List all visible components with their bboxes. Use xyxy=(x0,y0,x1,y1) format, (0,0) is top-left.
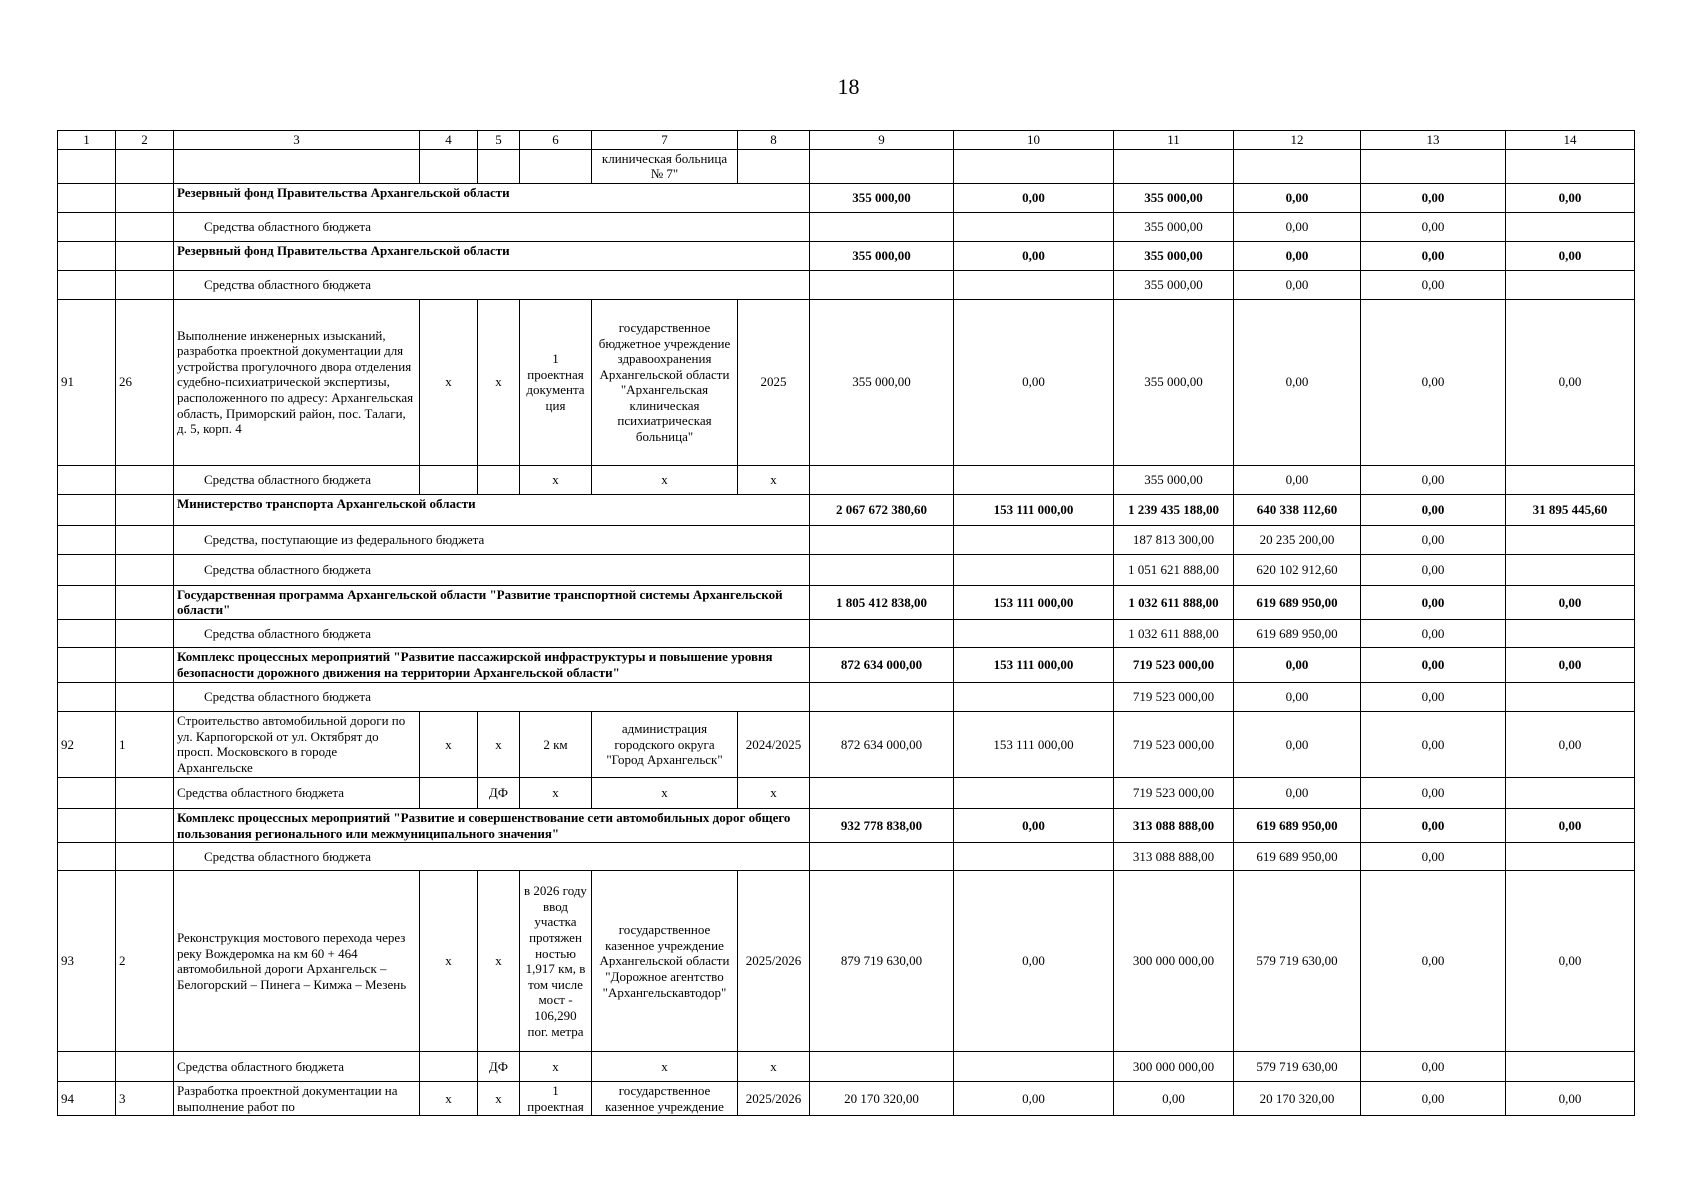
table-cell xyxy=(420,1052,478,1082)
table-row xyxy=(58,585,1635,619)
table-cell xyxy=(810,554,954,585)
table-cell: х xyxy=(738,1052,810,1082)
table-row xyxy=(58,299,1635,465)
table-cell: 0,00 xyxy=(1506,871,1635,1052)
table-row xyxy=(58,149,1635,183)
table-cell: х xyxy=(520,1052,592,1082)
table-cell: 0,00 xyxy=(954,299,1114,465)
table-cell: 1 проектная xyxy=(520,1082,592,1116)
table-body xyxy=(58,131,1635,1116)
column-number: 12 xyxy=(1234,131,1361,150)
table-cell xyxy=(58,777,116,808)
table-cell xyxy=(1506,149,1635,183)
table-cell: 0,00 xyxy=(1506,299,1635,465)
table-cell xyxy=(954,465,1114,494)
table-cell: 0,00 xyxy=(1506,585,1635,619)
table-cell xyxy=(1506,270,1635,299)
table-row xyxy=(58,554,1635,585)
table-cell: 0,00 xyxy=(1361,711,1506,777)
table-cell: 872 634 000,00 xyxy=(810,647,954,682)
table-cell xyxy=(116,777,174,808)
table-cell xyxy=(58,843,116,871)
table-cell: 0,00 xyxy=(1361,1052,1506,1082)
table-cell: 0,00 xyxy=(1114,1082,1234,1116)
column-number: 4 xyxy=(420,131,478,150)
table-cell xyxy=(420,465,478,494)
table-cell: 0,00 xyxy=(1361,494,1506,525)
table-cell xyxy=(116,212,174,241)
table-cell: государственное казенное учреждение xyxy=(592,1082,738,1116)
column-number: 11 xyxy=(1114,131,1234,150)
table-cell: 355 000,00 xyxy=(1114,241,1234,270)
table-cell: х xyxy=(420,871,478,1052)
table-cell: 2025/2026 xyxy=(738,1082,810,1116)
table-cell: х xyxy=(420,1082,478,1116)
table-cell: 2 км xyxy=(520,711,592,777)
table-cell: х xyxy=(420,711,478,777)
table-cell xyxy=(58,1052,116,1082)
table-cell xyxy=(116,241,174,270)
table-cell: 719 523 000,00 xyxy=(1114,682,1234,711)
table-cell: 355 000,00 xyxy=(1114,212,1234,241)
table-cell xyxy=(954,843,1114,871)
table-cell: х xyxy=(592,777,738,808)
table-cell: х xyxy=(478,299,520,465)
table-cell: 619 689 950,00 xyxy=(1234,619,1361,647)
table-cell: 1 805 412 838,00 xyxy=(810,585,954,619)
table-cell: 91 xyxy=(58,299,116,465)
table-cell xyxy=(58,682,116,711)
table-cell: 0,00 xyxy=(1361,299,1506,465)
column-number: 1 xyxy=(58,131,116,150)
table-cell: 1 проектная документа ция xyxy=(520,299,592,465)
table-cell: 0,00 xyxy=(1361,465,1506,494)
table-cell xyxy=(954,212,1114,241)
table-cell: Средства областного бюджета xyxy=(174,843,810,871)
table-cell: 355 000,00 xyxy=(810,241,954,270)
table-cell: 0,00 xyxy=(1506,711,1635,777)
table-cell: 0,00 xyxy=(1361,554,1506,585)
table-cell: 0,00 xyxy=(1361,270,1506,299)
table-cell: 300 000 000,00 xyxy=(1114,871,1234,1052)
table-cell xyxy=(810,270,954,299)
table-cell: 2 067 672 380,60 xyxy=(810,494,954,525)
table-cell: 0,00 xyxy=(954,871,1114,1052)
table-cell xyxy=(116,647,174,682)
table-cell: Разработка проектной документации на выполнение работ по xyxy=(174,1082,420,1116)
table-cell: 932 778 838,00 xyxy=(810,808,954,842)
table-cell: 0,00 xyxy=(1361,585,1506,619)
column-number-row xyxy=(58,131,1635,150)
table-cell: Реконструкция мостового перехода через реку Вождеромка на км 60 + 464 автомобильной дороги Архангельск – Белогорский – Пинега – Кимжа – Мезень xyxy=(174,871,420,1052)
column-number: 9 xyxy=(810,131,954,150)
table-cell xyxy=(58,554,116,585)
table-cell: Резервный фонд Правительства Архангельской области xyxy=(174,183,810,212)
table-cell xyxy=(1506,525,1635,554)
table-cell: государственное бюджетное учреждение здравоохранения Архангельской области "Архангельская клиническая психиатрическая больница" xyxy=(592,299,738,465)
table-cell: Выполнение инженерных изысканий, разработка проектной документации для устройства прогулочного двора отделения судебно-психиатрической экспертизы, расположенного по адресу: Архангельская область, Приморский район, пос. Талаги, д. 5, корп. 4 xyxy=(174,299,420,465)
table-cell xyxy=(1506,1052,1635,1082)
table-cell xyxy=(810,777,954,808)
table-cell xyxy=(58,647,116,682)
table-cell xyxy=(58,808,116,842)
table-cell: 619 689 950,00 xyxy=(1234,585,1361,619)
table-cell xyxy=(954,270,1114,299)
table-cell: 0,00 xyxy=(1361,1082,1506,1116)
table-cell: 719 523 000,00 xyxy=(1114,647,1234,682)
table-cell: х xyxy=(738,777,810,808)
table-cell xyxy=(810,525,954,554)
table-row xyxy=(58,619,1635,647)
table-cell xyxy=(1506,843,1635,871)
table-cell: 20 170 320,00 xyxy=(1234,1082,1361,1116)
table-cell: х xyxy=(592,465,738,494)
table-cell: 0,00 xyxy=(1361,777,1506,808)
column-number: 5 xyxy=(478,131,520,150)
table-cell: 0,00 xyxy=(954,241,1114,270)
table-cell xyxy=(420,777,478,808)
table-cell xyxy=(810,682,954,711)
table-cell: 719 523 000,00 xyxy=(1114,777,1234,808)
table-cell: х xyxy=(478,1082,520,1116)
table-cell xyxy=(58,212,116,241)
table-cell xyxy=(58,585,116,619)
table-cell: 153 111 000,00 xyxy=(954,494,1114,525)
table-cell: х xyxy=(520,777,592,808)
table-cell xyxy=(1506,619,1635,647)
table-cell: 0,00 xyxy=(1361,183,1506,212)
table-cell: 153 111 000,00 xyxy=(954,585,1114,619)
table-cell xyxy=(954,619,1114,647)
table-cell: Министерство транспорта Архангельской области xyxy=(174,494,810,525)
table-cell xyxy=(1361,149,1506,183)
table-cell: 1 xyxy=(116,711,174,777)
table-cell: Строительство автомобильной дороги по ул. Карпогорской от ул. Октябрят до просп. Московского в городе Архангельске xyxy=(174,711,420,777)
table-cell xyxy=(58,241,116,270)
table-cell: х xyxy=(478,711,520,777)
table-cell: Средства областного бюджета xyxy=(174,465,420,494)
table-cell xyxy=(58,149,116,183)
table-cell: 92 xyxy=(58,711,116,777)
table-cell: в 2026 году ввод участка протяжен ностью 1,917 км, в том числе мост - 106,290 пог. метра xyxy=(520,871,592,1052)
table-cell: 0,00 xyxy=(1506,241,1635,270)
table-cell: 94 xyxy=(58,1082,116,1116)
table-row xyxy=(58,843,1635,871)
table-cell: 355 000,00 xyxy=(1114,465,1234,494)
table-cell xyxy=(116,525,174,554)
table-cell: 2 xyxy=(116,871,174,1052)
table-cell xyxy=(58,619,116,647)
table-cell xyxy=(810,843,954,871)
table-row xyxy=(58,525,1635,554)
column-number: 8 xyxy=(738,131,810,150)
table-cell xyxy=(954,525,1114,554)
table-cell xyxy=(520,149,592,183)
table-cell: 0,00 xyxy=(1361,871,1506,1052)
table-row xyxy=(58,212,1635,241)
table-cell: администрация городского округа "Город Архангельск" xyxy=(592,711,738,777)
table-cell xyxy=(954,777,1114,808)
table-cell: 0,00 xyxy=(1234,270,1361,299)
table-cell: х xyxy=(738,465,810,494)
table-cell xyxy=(1506,777,1635,808)
table-cell: 579 719 630,00 xyxy=(1234,871,1361,1052)
table-cell: 0,00 xyxy=(1234,465,1361,494)
table-row xyxy=(58,871,1635,1052)
table-row xyxy=(58,777,1635,808)
table-cell xyxy=(116,585,174,619)
table-cell: 0,00 xyxy=(1234,682,1361,711)
table-cell: 0,00 xyxy=(1506,647,1635,682)
table-cell: ДФ xyxy=(478,1052,520,1082)
table-row xyxy=(58,241,1635,270)
table-cell xyxy=(116,554,174,585)
table-cell xyxy=(116,149,174,183)
table-cell xyxy=(1234,149,1361,183)
table-cell xyxy=(58,270,116,299)
table-cell: Средства областного бюджета xyxy=(174,1052,420,1082)
table-cell xyxy=(954,554,1114,585)
table-cell xyxy=(116,843,174,871)
table-cell xyxy=(174,149,420,183)
table-cell: 1 051 621 888,00 xyxy=(1114,554,1234,585)
table-cell xyxy=(1506,212,1635,241)
table-cell: Средства областного бюджета xyxy=(174,619,810,647)
column-number: 13 xyxy=(1361,131,1506,150)
table-cell: Средства областного бюджета xyxy=(174,682,810,711)
table-cell: х xyxy=(478,871,520,1052)
table-cell xyxy=(116,808,174,842)
table-cell: государственное казенное учреждение Архангельской области "Дорожное агентство "Архангельскавтодор" xyxy=(592,871,738,1052)
table-cell xyxy=(810,1052,954,1082)
table-cell: 355 000,00 xyxy=(810,183,954,212)
table-cell xyxy=(810,212,954,241)
table-cell xyxy=(58,494,116,525)
table-cell: Государственная программа Архангельской области "Развитие транспортной системы Архангельской области" xyxy=(174,585,810,619)
column-number: 14 xyxy=(1506,131,1635,150)
table-cell xyxy=(478,149,520,183)
table-cell: х xyxy=(420,299,478,465)
table-row xyxy=(58,711,1635,777)
table-row xyxy=(58,647,1635,682)
table-cell xyxy=(116,494,174,525)
table-cell: Комплекс процессных мероприятий "Развитие и совершенствование сети автомобильных дорог общего пользования регионального или межмуниципального значения" xyxy=(174,808,810,842)
table-cell xyxy=(1506,682,1635,711)
table-cell: 20 235 200,00 xyxy=(1234,525,1361,554)
table-cell: 300 000 000,00 xyxy=(1114,1052,1234,1082)
table-cell: 879 719 630,00 xyxy=(810,871,954,1052)
table-cell: 0,00 xyxy=(1234,647,1361,682)
table-cell: 2025 xyxy=(738,299,810,465)
table-cell: х xyxy=(520,465,592,494)
table-cell xyxy=(810,465,954,494)
table-cell: 579 719 630,00 xyxy=(1234,1052,1361,1082)
table-cell: 619 689 950,00 xyxy=(1234,808,1361,842)
table-cell xyxy=(116,619,174,647)
table-cell xyxy=(116,270,174,299)
table-cell xyxy=(478,465,520,494)
table-cell: Средства областного бюджета xyxy=(174,554,810,585)
table-cell xyxy=(116,183,174,212)
table-cell: 0,00 xyxy=(1506,1082,1635,1116)
table-cell: 0,00 xyxy=(1361,241,1506,270)
table-cell xyxy=(1506,554,1635,585)
table-cell: 2025/2026 xyxy=(738,871,810,1052)
table-cell: 0,00 xyxy=(1234,711,1361,777)
table-cell: 0,00 xyxy=(1361,647,1506,682)
table-cell xyxy=(58,525,116,554)
table-cell: 0,00 xyxy=(954,1082,1114,1116)
table-row xyxy=(58,270,1635,299)
table-cell: 0,00 xyxy=(954,808,1114,842)
table-cell: 0,00 xyxy=(1234,777,1361,808)
table-cell: 26 xyxy=(116,299,174,465)
table-cell: 719 523 000,00 xyxy=(1114,711,1234,777)
table-cell: 0,00 xyxy=(1506,808,1635,842)
table-cell: 0,00 xyxy=(1361,682,1506,711)
table-cell: 0,00 xyxy=(1361,525,1506,554)
table-cell xyxy=(58,465,116,494)
table-cell: Средства, поступающие из федерального бюджета xyxy=(174,525,810,554)
table-cell xyxy=(810,149,954,183)
table-cell: 355 000,00 xyxy=(810,299,954,465)
page-number: 18 xyxy=(837,74,860,99)
table-cell: 31 895 445,60 xyxy=(1506,494,1635,525)
column-number: 6 xyxy=(520,131,592,150)
table-cell: 620 102 912,60 xyxy=(1234,554,1361,585)
table-cell xyxy=(420,149,478,183)
table-cell xyxy=(1114,149,1234,183)
table-cell: 187 813 300,00 xyxy=(1114,525,1234,554)
table-cell: Средства областного бюджета xyxy=(174,777,420,808)
table-cell xyxy=(1506,465,1635,494)
table-cell: 640 338 112,60 xyxy=(1234,494,1361,525)
table-cell: 0,00 xyxy=(1234,212,1361,241)
table-cell: 313 088 888,00 xyxy=(1114,808,1234,842)
table-cell: х xyxy=(592,1052,738,1082)
table-cell: 355 000,00 xyxy=(1114,299,1234,465)
table-cell xyxy=(954,1052,1114,1082)
table-cell: 3 xyxy=(116,1082,174,1116)
table-cell xyxy=(58,183,116,212)
table-row xyxy=(58,1052,1635,1082)
table-cell: 0,00 xyxy=(1361,843,1506,871)
budget-table xyxy=(57,130,1635,1116)
table-cell: 355 000,00 xyxy=(1114,270,1234,299)
table-cell: ДФ xyxy=(478,777,520,808)
table-cell: 0,00 xyxy=(954,183,1114,212)
table-cell xyxy=(810,619,954,647)
table-cell xyxy=(116,1052,174,1082)
table-cell: 0,00 xyxy=(1361,619,1506,647)
table-row xyxy=(58,183,1635,212)
table-cell: 1 032 611 888,00 xyxy=(1114,585,1234,619)
table-row xyxy=(58,682,1635,711)
table-row xyxy=(58,465,1635,494)
table-cell: 872 634 000,00 xyxy=(810,711,954,777)
table-cell xyxy=(954,149,1114,183)
table-row xyxy=(58,494,1635,525)
table-row xyxy=(58,1082,1635,1116)
table-cell: 0,00 xyxy=(1361,808,1506,842)
table-cell xyxy=(116,682,174,711)
table-cell: 0,00 xyxy=(1234,241,1361,270)
table-cell xyxy=(116,465,174,494)
table-cell: 1 032 611 888,00 xyxy=(1114,619,1234,647)
table-cell: Комплекс процессных мероприятий "Развитие пассажирской инфраструктуры и повышение уровня безопасности дорожного движения на территории Архангельской области" xyxy=(174,647,810,682)
table-cell: 1 239 435 188,00 xyxy=(1114,494,1234,525)
table-cell: Резервный фонд Правительства Архангельской области xyxy=(174,241,810,270)
table-cell: клиническая больница № 7" xyxy=(592,149,738,183)
table-cell: 93 xyxy=(58,871,116,1052)
table-cell: 313 088 888,00 xyxy=(1114,843,1234,871)
table-cell: Средства областного бюджета xyxy=(174,212,810,241)
table-cell xyxy=(954,682,1114,711)
table-cell xyxy=(738,149,810,183)
table-cell: 0,00 xyxy=(1234,183,1361,212)
table-cell: 0,00 xyxy=(1234,299,1361,465)
table-cell: 153 111 000,00 xyxy=(954,647,1114,682)
table-cell: 355 000,00 xyxy=(1114,183,1234,212)
column-number: 7 xyxy=(592,131,738,150)
table-row xyxy=(58,808,1635,842)
column-number: 2 xyxy=(116,131,174,150)
table-cell: 153 111 000,00 xyxy=(954,711,1114,777)
table-cell: 2024/2025 xyxy=(738,711,810,777)
table-cell: 0,00 xyxy=(1361,212,1506,241)
column-number: 10 xyxy=(954,131,1114,150)
table-cell: 20 170 320,00 xyxy=(810,1082,954,1116)
table-cell: 619 689 950,00 xyxy=(1234,843,1361,871)
table-cell: 0,00 xyxy=(1506,183,1635,212)
table-cell: Средства областного бюджета xyxy=(174,270,810,299)
column-number: 3 xyxy=(174,131,420,150)
